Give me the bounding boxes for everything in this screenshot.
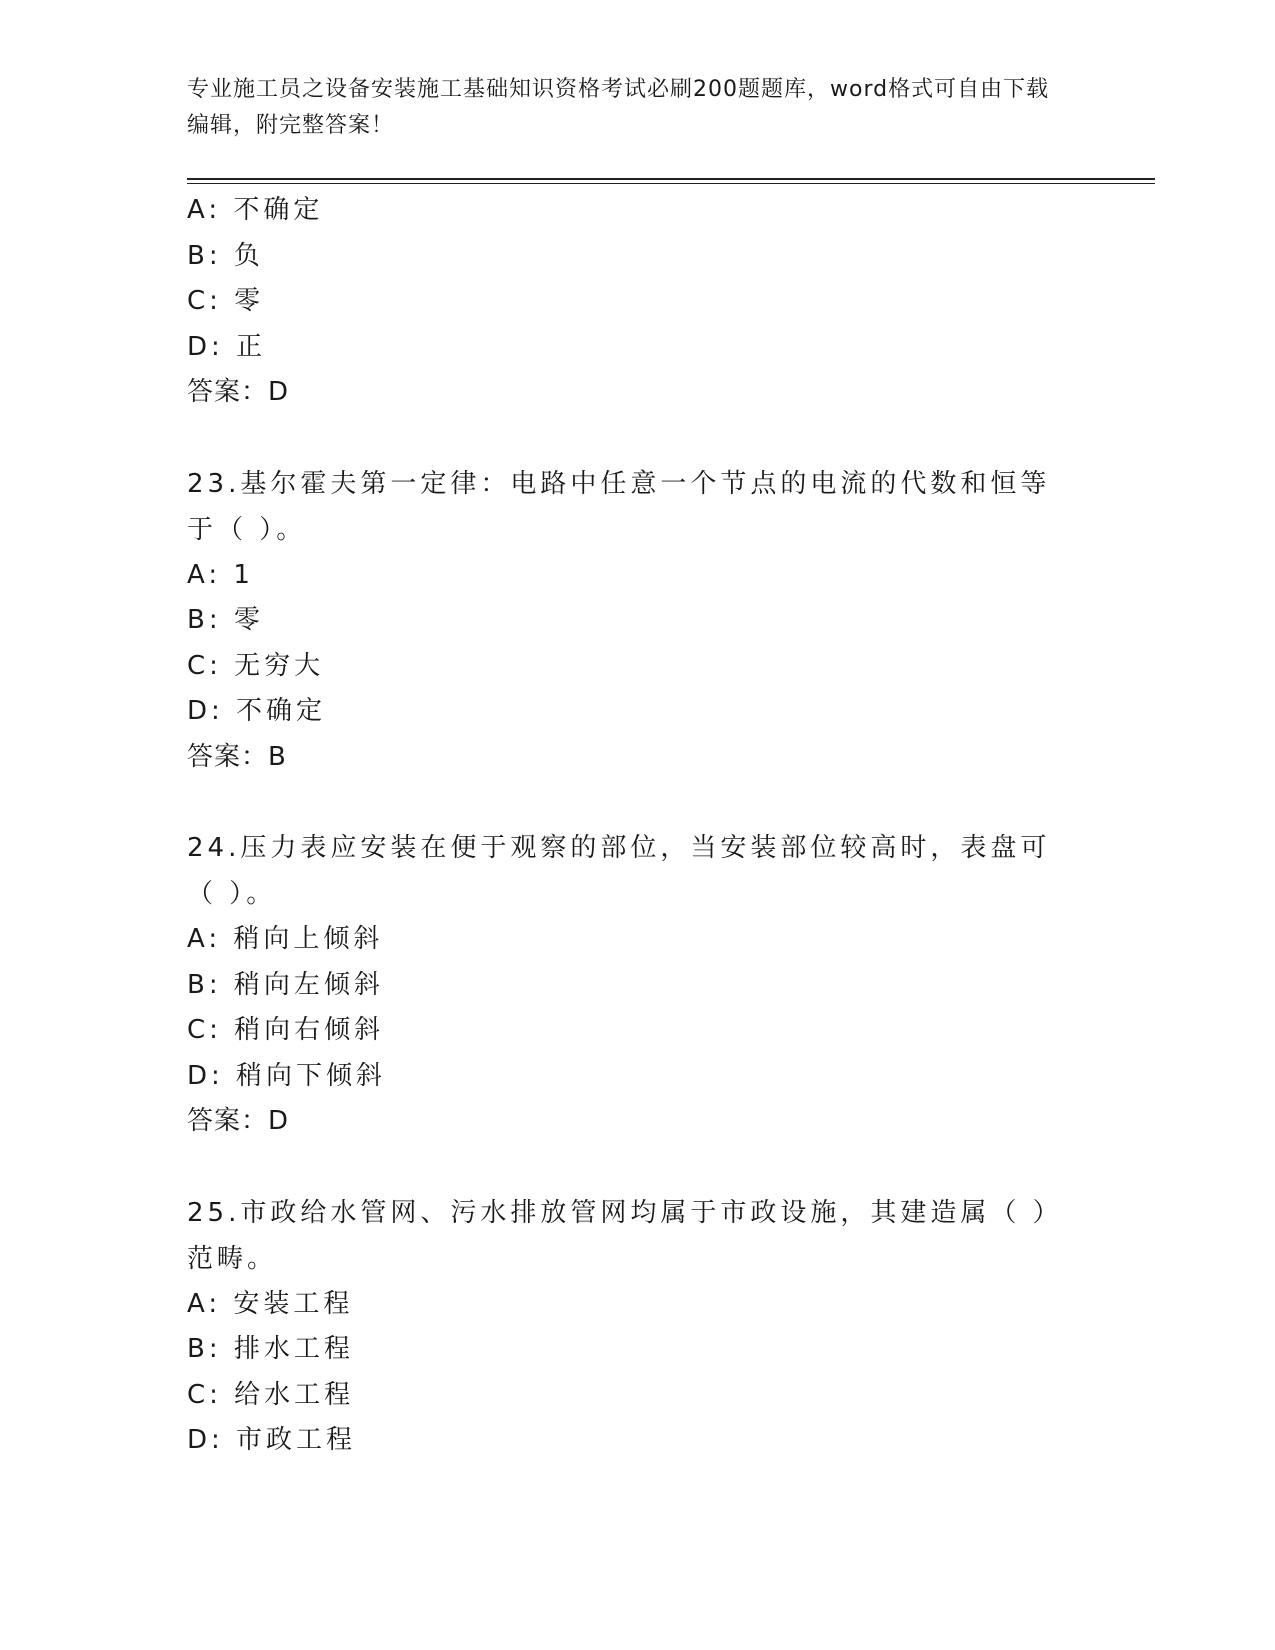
option-c: C: 无穷大 [187, 650, 325, 681]
option-b: B: 负 [187, 240, 264, 271]
option-b: B: 排水工程 [187, 1334, 354, 1364]
option-d: D: 稍向下倾斜 [187, 1060, 387, 1091]
option-a: A: 不确定 [187, 195, 324, 225]
option-c: C: 零 [187, 286, 265, 316]
question-text: 23.基尔霍夫第一定律：电路中任意一个节点的电流的代数和恒等于（ ）。 [187, 468, 1051, 545]
option-a: A: 1 [187, 559, 254, 590]
question-24-block [187, 825, 1067, 1145]
document-header: 专业施工员之设备安装施工基础知识资格考试必刷200题题库，word格式可自由下载编辑，附完整答案！ [187, 77, 1050, 138]
question-list [187, 188, 1067, 1464]
option-a: A: 安装工程 [187, 1288, 354, 1319]
header-divider-thin [187, 183, 1155, 184]
question-text: 25.市政给水管网、污水排放管网均属于市政设施，其建造属（ ）范畴。 [187, 1197, 1063, 1274]
answer-line: 答案：D [187, 1106, 290, 1136]
question-25-block [187, 1190, 1067, 1464]
answer-line: 答案：D [187, 377, 290, 407]
option-d: D: 不确定 [187, 696, 327, 726]
question-22-block [187, 188, 1067, 416]
option-d: D: 正 [187, 331, 267, 362]
option-c: C: 给水工程 [187, 1379, 355, 1410]
option-d: D: 市政工程 [187, 1425, 357, 1455]
option-b: B: 稍向左倾斜 [187, 969, 384, 1000]
question-text: 24.压力表应安装在便于观察的部位，当安装部位较高时，表盘可（ ）。 [187, 833, 1051, 909]
option-a: A: 稍向上倾斜 [187, 924, 384, 954]
option-b: B: 零 [187, 605, 264, 635]
option-c: C: 稍向右倾斜 [187, 1015, 385, 1045]
header-divider [187, 178, 1155, 180]
question-23-block [187, 461, 1067, 781]
answer-line: 答案：B [187, 741, 287, 772]
